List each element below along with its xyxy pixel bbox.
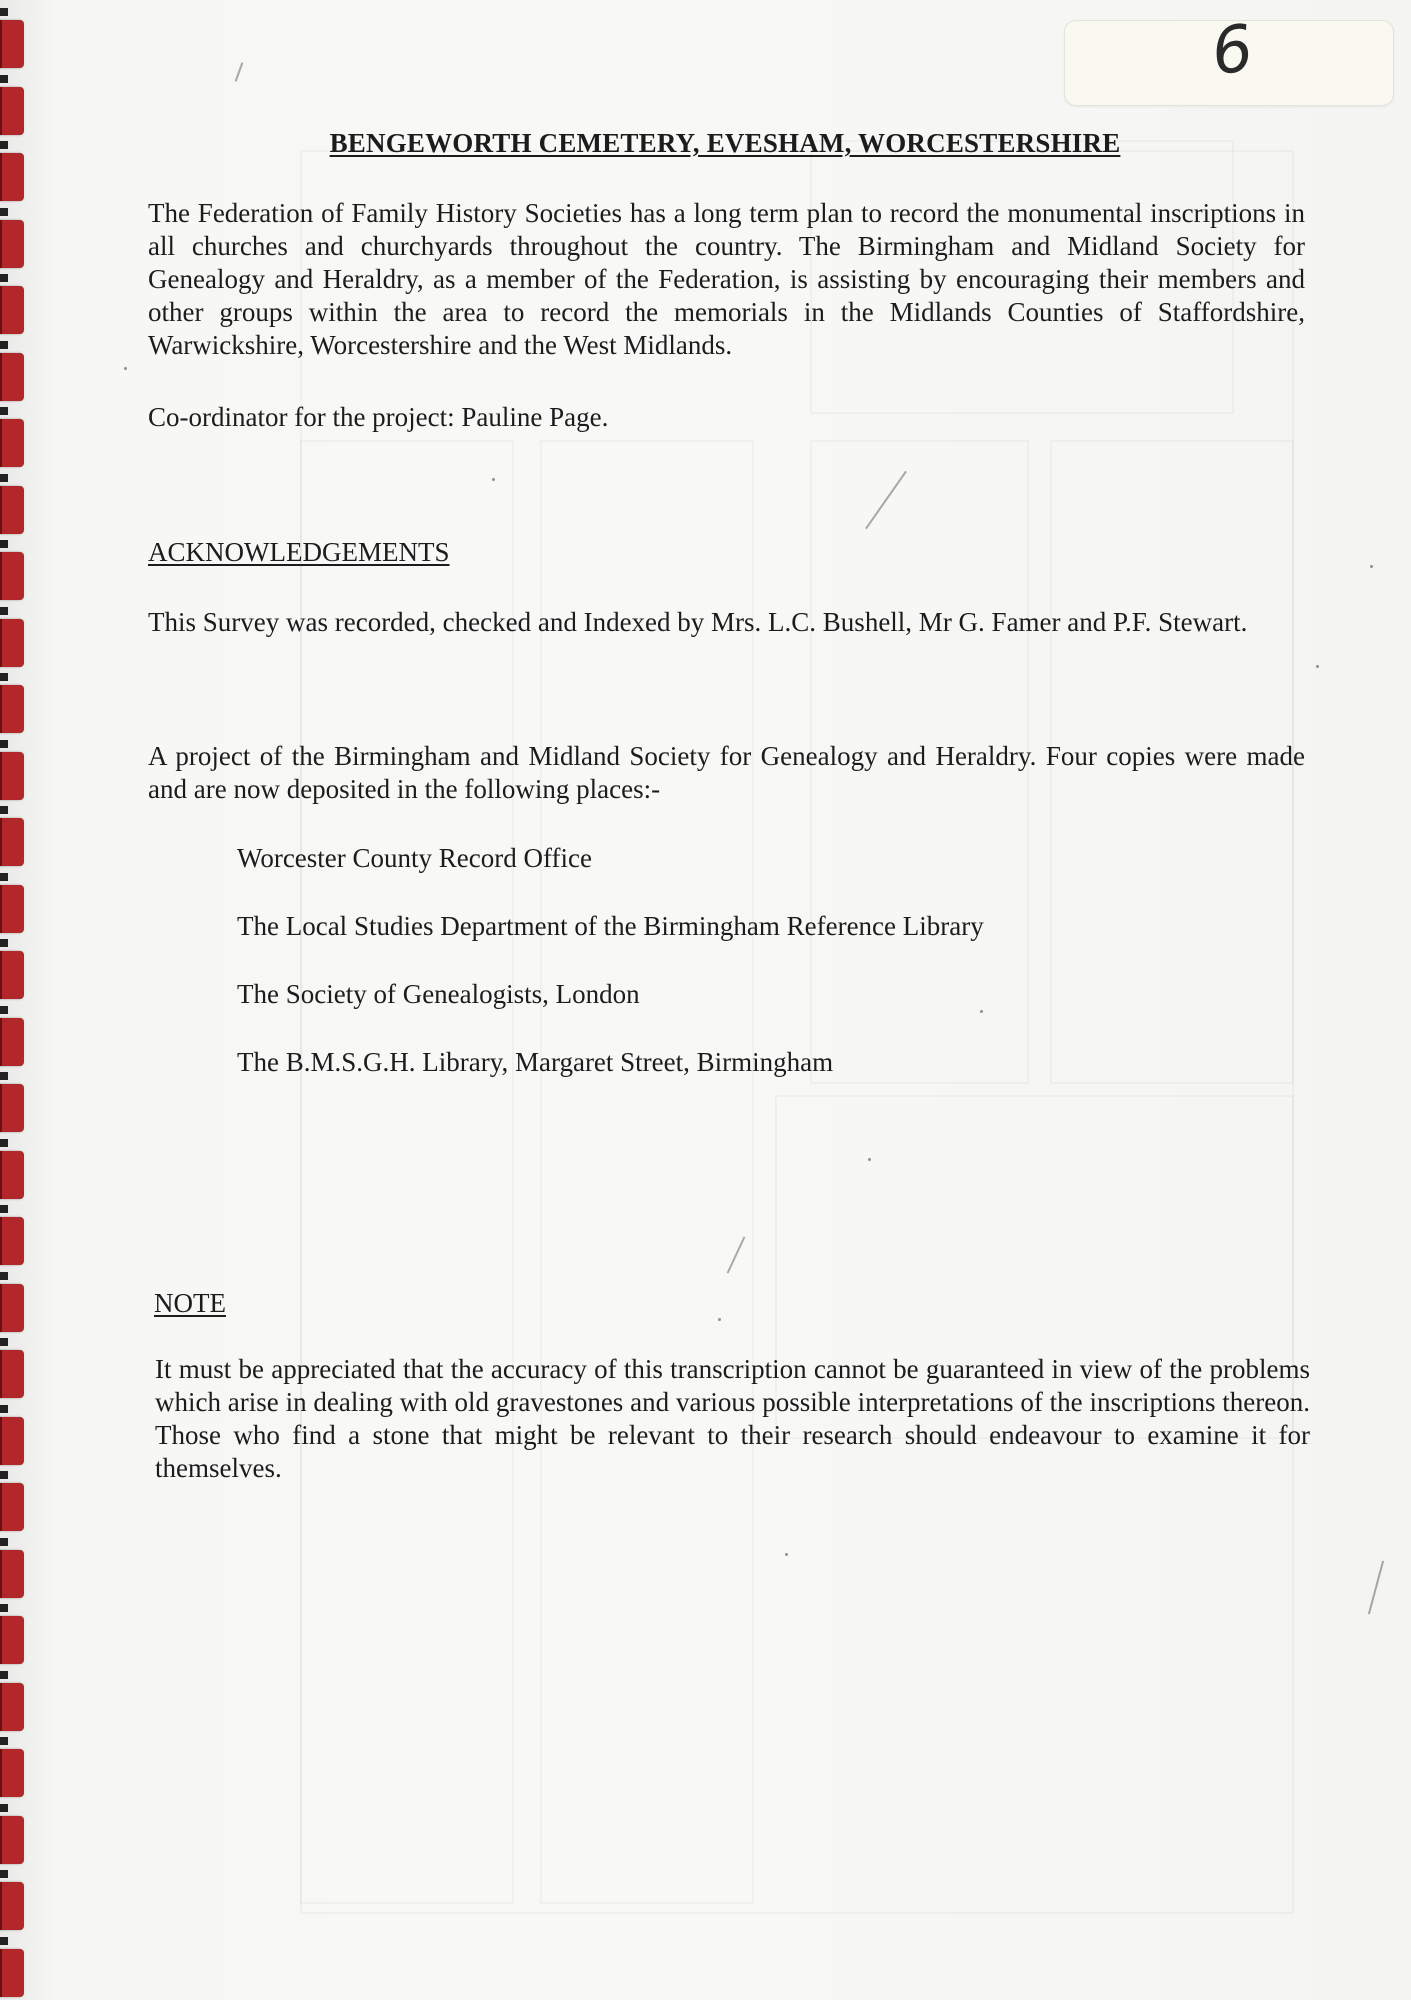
binding-tooth [0,1616,24,1664]
binding-tooth [0,552,24,600]
note-heading: NOTE [154,1288,226,1318]
binding-tooth [0,1816,24,1864]
binding-hole [0,1471,8,1479]
binding-tooth [0,619,24,667]
binding-tooth [0,1284,24,1332]
binding-hole [0,75,8,83]
binding-hole [0,1272,8,1280]
binding-hole [0,1671,8,1679]
binding-tooth [0,1483,24,1531]
location-item: Worcester County Record Office [237,843,592,873]
binding-tooth [0,1084,24,1132]
speck [785,1553,788,1556]
binding-tooth [0,1417,24,1465]
binding-tooth [0,685,24,733]
binding-tooth [0,1217,24,1265]
binding-tooth [0,220,24,268]
project-text: A project of the Birmingham and Midland Society for Genealogy and Heraldry. Four copies were made and are now deposited in the following places:- [148,741,1305,804]
binding-hole [0,540,8,548]
page-title: BENGEWORTH CEMETERY, EVESHAM, WORCESTERSHIRE [329,128,1121,158]
speck [124,367,127,370]
binding-hole [0,208,8,216]
binding-tooth [0,286,24,334]
location-item: The B.M.S.G.H. Library, Margaret Street, Birmingham [237,1047,834,1077]
binding-tooth [0,752,24,800]
pencil-mark [1368,1561,1384,1615]
binding-tooth [0,885,24,933]
show-through-plan [540,440,754,1904]
binding-hole [0,607,8,615]
binding-tooth [0,1749,24,1797]
binding-tooth [0,20,24,68]
binding-hole [0,939,8,947]
binding-hole [0,740,8,748]
speck [492,478,495,481]
location-item: The Society of Genealogists, London [237,979,640,1009]
binding-tooth [0,1350,24,1398]
location-item: The Local Studies Department of the Birmingham Reference Library [237,911,984,941]
binding-tooth [0,1882,24,1930]
page-number: 6 [1207,11,1258,91]
speck [868,1158,871,1161]
binding-hole [0,407,8,415]
binding-hole [0,1006,8,1014]
binding-tooth [0,353,24,401]
speck [1316,665,1319,668]
binding-tooth [0,1151,24,1199]
speck [980,1010,983,1013]
binding-tooth [0,951,24,999]
binding-hole [0,1205,8,1213]
binding-hole [0,806,8,814]
binding-hole [0,673,8,681]
acknowledgements-text: This Survey was recorded, checked and Indexed by Mrs. L.C. Bushell, Mr G. Famer and P.F. Stewart. [148,607,1248,637]
binding-hole [0,1139,8,1147]
binding-hole [0,1604,8,1612]
binding-hole [0,1072,8,1080]
intro-paragraph: The Federation of Family History Societies has a long term plan to record the monumental inscriptions in all churches and churchyards throughout the country. The Birmingham and Midland Society for Genealogy and Heraldry, as a member of the Federation, is assisting by encouraging their members and other groups within the area to record the memorials in the Midlands Counties of Staffordshire, Warwickshire, Worcestershire and the West Midlands. [148,198,1305,360]
binding-hole [0,274,8,282]
binding-tooth [0,818,24,866]
binding-hole [0,1538,8,1546]
binding-tooth [0,419,24,467]
binding-tooth [0,1018,24,1066]
binding-tooth [0,486,24,534]
binding-comb [0,0,34,2000]
binding-hole [0,1870,8,1878]
binding-hole [0,873,8,881]
binding-hole [0,341,8,349]
binding-tooth [0,1550,24,1598]
binding-hole [0,1937,8,1945]
binding-hole [0,1338,8,1346]
show-through-plan [300,440,514,1904]
coordinator-line: Co-ordinator for the project: Pauline Page. [148,402,609,432]
binding-hole [0,1737,8,1745]
speck [718,1318,721,1321]
acknowledgements-heading: ACKNOWLEDGEMENTS [148,537,450,567]
speck [1370,565,1373,568]
note-text: It must be appreciated that the accuracy of this transcription cannot be guaranteed in view of the problems which arise in dealing with old gravestones and various possible interpretations of the inscriptions thereon. Those who find a stone that might be relevant to their research should endeavour to examine it for themselves. [155,1354,1310,1483]
binding-tooth [0,153,24,201]
binding-hole [0,8,8,16]
pencil-mark [235,62,244,81]
binding-tooth [0,1949,24,1997]
binding-hole [0,474,8,482]
binding-hole [0,1405,8,1413]
binding-tooth [0,1683,24,1731]
binding-hole [0,1804,8,1812]
